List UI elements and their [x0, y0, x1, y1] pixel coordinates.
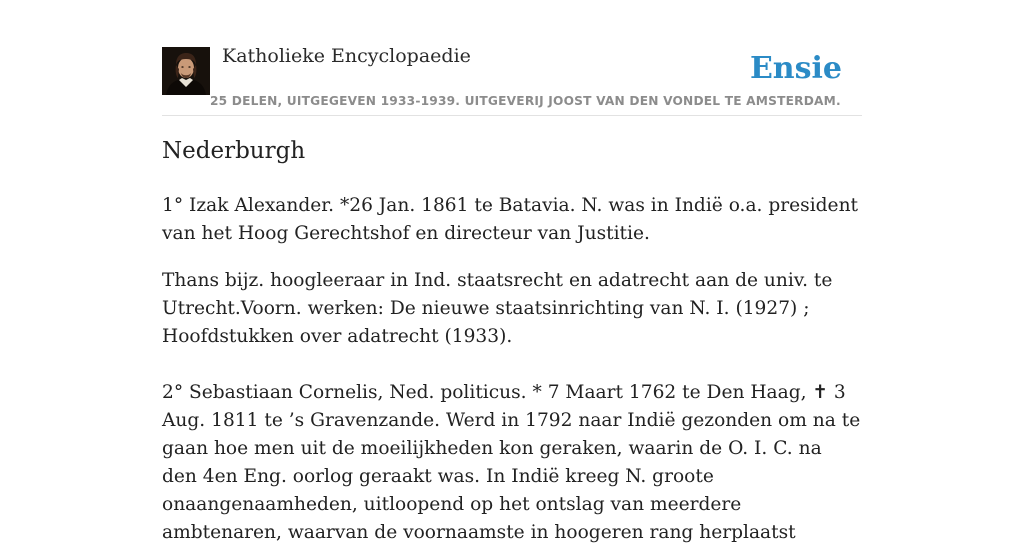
article-paragraph-2: Thans bijz. hoogleeraar in Ind. staatsrecht en adatrecht aan de univ. te Utrecht.Voorn. werken: De nieuwe staatsinrichting van N. I. (1927) ; Hoofdstukken over adatrecht (1933).: [162, 270, 833, 347]
brand-logo[interactable]: Ensie: [749, 51, 842, 86]
article-paragraph-3: 2° Sebastiaan Cornelis, Ned. politicus. * 7 Maart 1762 te Den Haag, ✝ 3 Aug. 1811 te ’s Gravenzande. Werd in 1792 naar Indië gezonden om na te gaan hoe men uit de moeilijkheden kon geraken, waarin de O. I. C. na den 4en Eng. oorlog geraakt was. In Indië kreeg N. groote onaangenaamheden, uitloopend op het ontslag van meerdere ambtenaren, waarvan de voornaamste in hoogeren rang herplaatst: [162, 382, 861, 543]
source-title[interactable]: Katholieke Encyclopaedie: [222, 45, 471, 67]
article-paragraph-1: 1° Izak Alexander. *26 Jan. 1861 te Batavia. N. was in Indië o.a. president van het Hoog Gerechtshof en directeur van Justitie.: [162, 195, 859, 244]
page: [162, 0, 862, 543]
portrait-avatar-icon: [162, 47, 210, 95]
article-title: Nederburgh: [162, 138, 306, 164]
source-subtitle: 25 DELEN, UITGEGEVEN 1933-1939. UITGEVERIJ JOOST VAN DEN VONDEL TE AMSTERDAM.: [210, 94, 841, 108]
header: [162, 0, 862, 116]
avatar[interactable]: [162, 47, 210, 95]
